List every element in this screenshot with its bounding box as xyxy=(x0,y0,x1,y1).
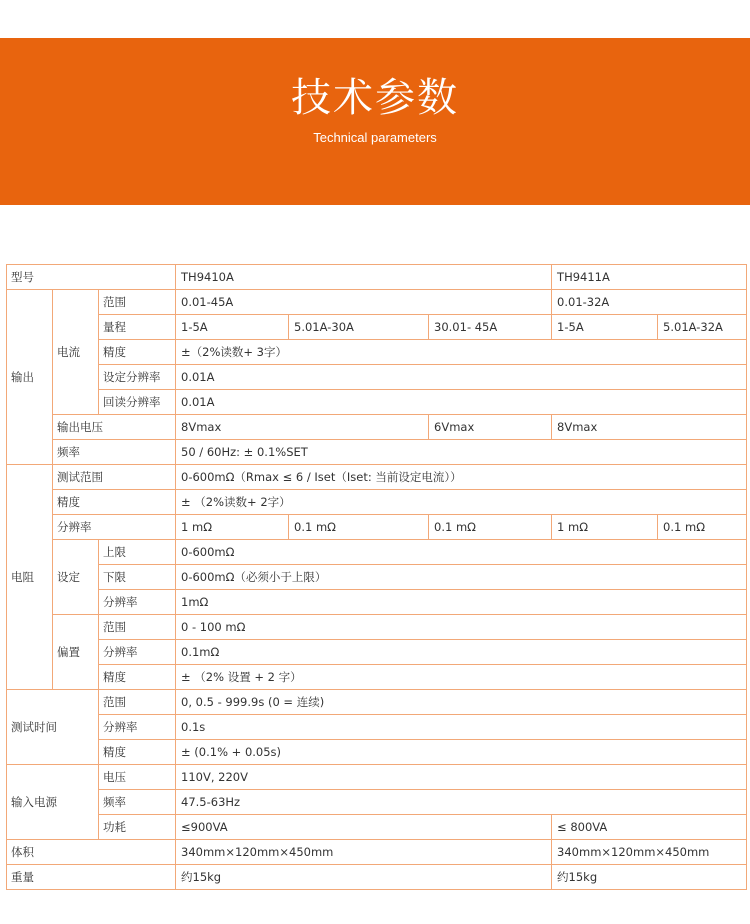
set-res-value: 0.01A xyxy=(176,365,747,390)
res-cell: 0.1 mΩ xyxy=(658,515,747,540)
res-cell: 0.1 mΩ xyxy=(289,515,429,540)
table-row xyxy=(7,415,747,440)
time-res-label: 分辨率 xyxy=(99,715,176,740)
res-label: 分辨率 xyxy=(53,515,176,540)
res-cell: 1 mΩ xyxy=(176,515,289,540)
set-res-label: 设定分辨率 xyxy=(99,365,176,390)
offset-acc-value: ± （2% 设置 + 2 字） xyxy=(176,665,747,690)
header-banner xyxy=(0,38,750,205)
res-accuracy-label: 精度 xyxy=(53,490,176,515)
resistance-group: 电阻 xyxy=(7,465,53,690)
weight-a: 约15kg xyxy=(176,865,552,890)
power-freq-label: 频率 xyxy=(99,790,176,815)
consumption-label: 功耗 xyxy=(99,815,176,840)
power-freq-value: 47.5-63Hz xyxy=(176,790,747,815)
volume-a: 340mm×120mm×450mm xyxy=(176,840,552,865)
consumption-b: ≤ 800VA xyxy=(552,815,747,840)
setting-res-value: 1mΩ xyxy=(176,590,747,615)
freq-value: 50 / 60Hz: ± 0.1%SET xyxy=(176,440,747,465)
table-row xyxy=(7,315,747,340)
offset-group: 偏置 xyxy=(53,615,99,690)
table-row xyxy=(7,615,747,640)
test-time-group: 测试时间 xyxy=(7,690,99,765)
table-row xyxy=(7,590,747,615)
table-row xyxy=(7,865,747,890)
banner-subtitle: Technical parameters xyxy=(313,130,437,145)
res-cell: 1 mΩ xyxy=(552,515,658,540)
freq-label: 频率 xyxy=(53,440,176,465)
time-range-value: 0, 0.5 - 999.9s (0 = 连续) xyxy=(176,690,747,715)
range-b: 0.01-32A xyxy=(552,290,747,315)
table-row xyxy=(7,740,747,765)
table-row xyxy=(7,640,747,665)
offset-res-label: 分辨率 xyxy=(99,640,176,665)
upper-value: 0-600mΩ xyxy=(176,540,747,565)
accuracy-value: ±（2%读数+ 3字） xyxy=(176,340,747,365)
res-accuracy-value: ± （2%读数+ 2字） xyxy=(176,490,747,515)
setting-group: 设定 xyxy=(53,540,99,615)
read-res-label: 回读分辨率 xyxy=(99,390,176,415)
model-label: 型号 xyxy=(7,265,176,290)
table-row xyxy=(7,340,747,365)
table-row xyxy=(7,465,747,490)
time-res-value: 0.1s xyxy=(176,715,747,740)
table-row xyxy=(7,815,747,840)
range-label: 范围 xyxy=(99,290,176,315)
table-row xyxy=(7,390,747,415)
offset-acc-label: 精度 xyxy=(99,665,176,690)
voltage-cell: 8Vmax xyxy=(176,415,429,440)
table-row xyxy=(7,840,747,865)
span-cell: 5.01A-32A xyxy=(658,315,747,340)
table-row xyxy=(7,365,747,390)
table-row xyxy=(7,790,747,815)
read-res-value: 0.01A xyxy=(176,390,747,415)
table-row xyxy=(7,565,747,590)
table-row xyxy=(7,290,747,315)
accuracy-label: 精度 xyxy=(99,340,176,365)
table-row xyxy=(7,440,747,465)
time-acc-value: ± (0.1% + 0.05s) xyxy=(176,740,747,765)
power-voltage-label: 电压 xyxy=(99,765,176,790)
upper-label: 上限 xyxy=(99,540,176,565)
spec-table xyxy=(6,264,747,890)
voltage-cell: 6Vmax xyxy=(429,415,552,440)
offset-res-value: 0.1mΩ xyxy=(176,640,747,665)
table-row xyxy=(7,765,747,790)
table-row xyxy=(7,490,747,515)
time-range-label: 范围 xyxy=(99,690,176,715)
offset-range-label: 范围 xyxy=(99,615,176,640)
test-range-value: 0-600mΩ（Rmax ≤ 6 / Iset（Iset: 当前设定电流）） xyxy=(176,465,747,490)
range-a: 0.01-45A xyxy=(176,290,552,315)
table-row xyxy=(7,665,747,690)
span-label: 量程 xyxy=(99,315,176,340)
table-row xyxy=(7,265,747,290)
model-b: TH9411A xyxy=(552,265,747,290)
setting-res-label: 分辨率 xyxy=(99,590,176,615)
test-range-label: 测试范围 xyxy=(53,465,176,490)
table-row xyxy=(7,540,747,565)
table-row xyxy=(7,715,747,740)
power-voltage-value: 110V, 220V xyxy=(176,765,747,790)
lower-label: 下限 xyxy=(99,565,176,590)
model-a: TH9410A xyxy=(176,265,552,290)
volume-b: 340mm×120mm×450mm xyxy=(552,840,747,865)
table-row xyxy=(7,515,747,540)
consumption-a: ≤900VA xyxy=(176,815,552,840)
span-cell: 1-5A xyxy=(176,315,289,340)
span-cell: 5.01A-30A xyxy=(289,315,429,340)
voltage-cell: 8Vmax xyxy=(552,415,747,440)
time-acc-label: 精度 xyxy=(99,740,176,765)
span-cell: 1-5A xyxy=(552,315,658,340)
lower-value: 0-600mΩ（必须小于上限） xyxy=(176,565,747,590)
voltage-label: 输出电压 xyxy=(53,415,176,440)
power-group: 输入电源 xyxy=(7,765,99,840)
span-cell: 30.01- 45A xyxy=(429,315,552,340)
banner-title: 技术参数 xyxy=(291,75,459,121)
weight-b: 约15kg xyxy=(552,865,747,890)
weight-label: 重量 xyxy=(7,865,176,890)
res-cell: 0.1 mΩ xyxy=(429,515,552,540)
output-group: 输出 xyxy=(7,290,53,465)
volume-label: 体积 xyxy=(7,840,176,865)
offset-range-value: 0 - 100 mΩ xyxy=(176,615,747,640)
table-row xyxy=(7,690,747,715)
current-group: 电流 xyxy=(53,290,99,415)
